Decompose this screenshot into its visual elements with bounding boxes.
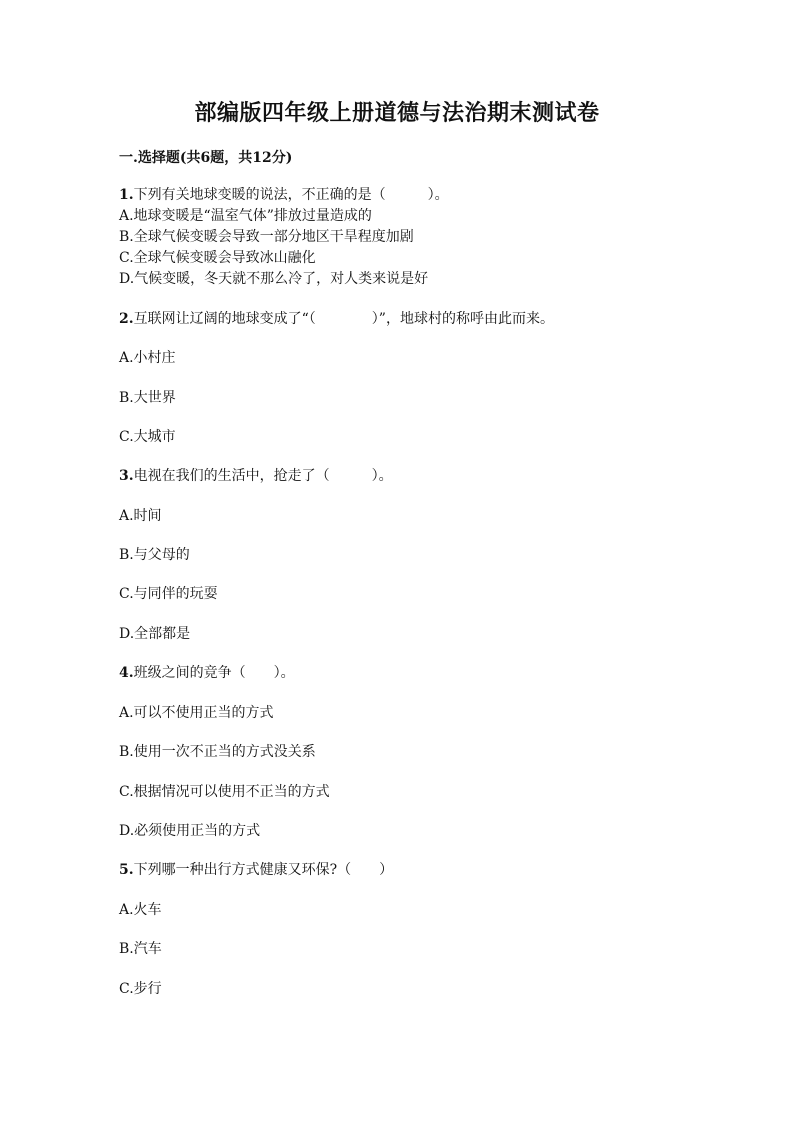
question-number: 3. [119,468,134,484]
option-text: C.与同伴的玩耍 [119,586,218,602]
exam-title: 部编版四年级上册道德与法治期末测试卷 [194,100,600,126]
option-text: C.大城市 [119,429,176,445]
question-3-stem-line [119,466,393,486]
question-stem: 互联网让辽阔的地球变成了“（ ）”，地球村的称呼由此而来。 [133,311,554,327]
question-number: 5. [119,862,134,878]
option-text: A.时间 [119,508,162,524]
question-4-stem-line [119,663,295,683]
option-text: B.全球气候变暖会导致一部分地区干旱程度加剧 [119,229,414,245]
option-text: D.必须使用正当的方式 [119,823,261,839]
option-text: D.气候变暖，冬天就不那么冷了，对人类来说是好 [119,271,429,287]
question-number: 1. [119,187,134,203]
question-stem: 下列有关地球变暖的说法，不正确的是（ ）。 [133,187,449,203]
option-text: B.汽车 [119,941,162,957]
question-stem: 下列哪一种出行方式健康又环保?（ ） [133,862,394,878]
option-text: A.可以不使用正当的方式 [119,705,274,721]
option-text: A.小村庄 [119,350,176,366]
question-number: 2. [119,311,134,327]
question-stem: 班级之间的竞争（ ）。 [133,665,295,681]
option-text: A.火车 [119,902,162,918]
option-text: C.全球气候变暖会导致冰山融化 [119,250,316,266]
option-text: B.与父母的 [119,547,190,563]
question-5-stem-line [119,860,393,880]
question-stem: 电视在我们的生活中，抢走了（ ）。 [133,468,393,484]
section-heading: 一.选择题(共6题，共12分) [119,150,293,166]
option-text: C.根据情况可以使用不正当的方式 [119,784,330,800]
option-text: D.全部都是 [119,626,191,642]
option-text: C.步行 [119,981,162,997]
option-text: A.地球变暖是“温室气体”排放过量造成的 [119,208,372,224]
option-text: B.使用一次不正当的方式没关系 [119,744,316,760]
question-2-stem-line [119,309,554,329]
option-text: B.大世界 [119,390,176,406]
question-1-stem-line [119,185,449,205]
question-number: 4. [119,665,134,681]
